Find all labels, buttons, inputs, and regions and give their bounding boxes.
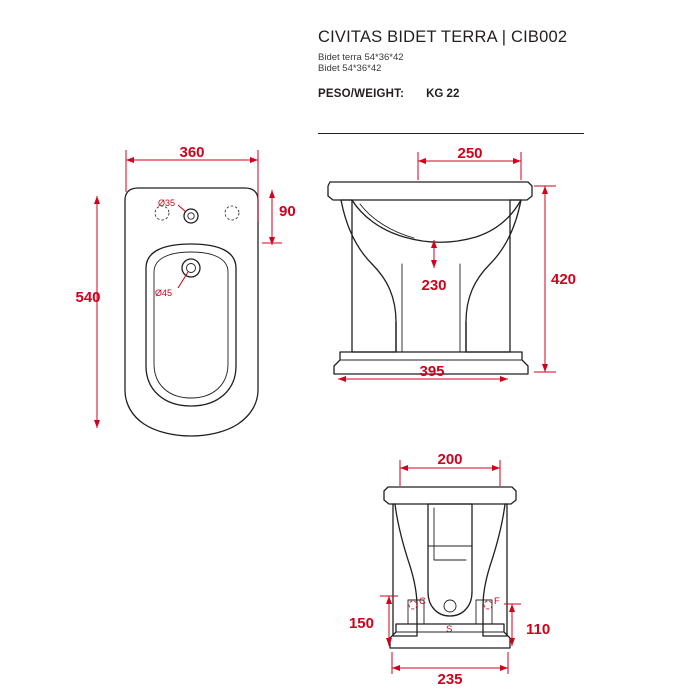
dim-side-base-depth: 395	[419, 363, 445, 380]
dim-hole-small: Ø35	[158, 198, 176, 208]
weight-label: PESO/WEIGHT:	[318, 88, 405, 100]
dim-top-width: 360	[179, 144, 205, 161]
side-view-drawing	[328, 145, 576, 380]
subtitle-line-en: Bidet 54*36*42	[318, 63, 382, 74]
top-view-drawing	[75, 144, 295, 436]
dim-front-height-right: 110	[526, 621, 551, 638]
dim-side-inner-height: 230	[421, 277, 447, 294]
subtitle-line-it: Bidet terra 54*36*42	[318, 52, 404, 63]
dim-hole-large: Ø45	[155, 288, 173, 298]
label-f: F	[494, 596, 500, 607]
label-s: S	[446, 624, 453, 635]
dim-front-height-left: 150	[348, 615, 374, 632]
dim-top-back-offset: 90	[279, 203, 296, 220]
front-view-drawing	[349, 451, 550, 688]
dim-side-height: 420	[551, 271, 577, 288]
dim-front-top-width: 200	[437, 451, 463, 468]
dim-front-base-width: 235	[437, 671, 463, 688]
weight-value: KG 22	[426, 88, 460, 100]
dim-side-top-width: 250	[457, 145, 483, 162]
page-title: CIVITAS BIDET TERRA | CIB002	[318, 28, 568, 46]
label-c: C	[419, 596, 426, 607]
dim-top-height: 540	[75, 289, 101, 306]
